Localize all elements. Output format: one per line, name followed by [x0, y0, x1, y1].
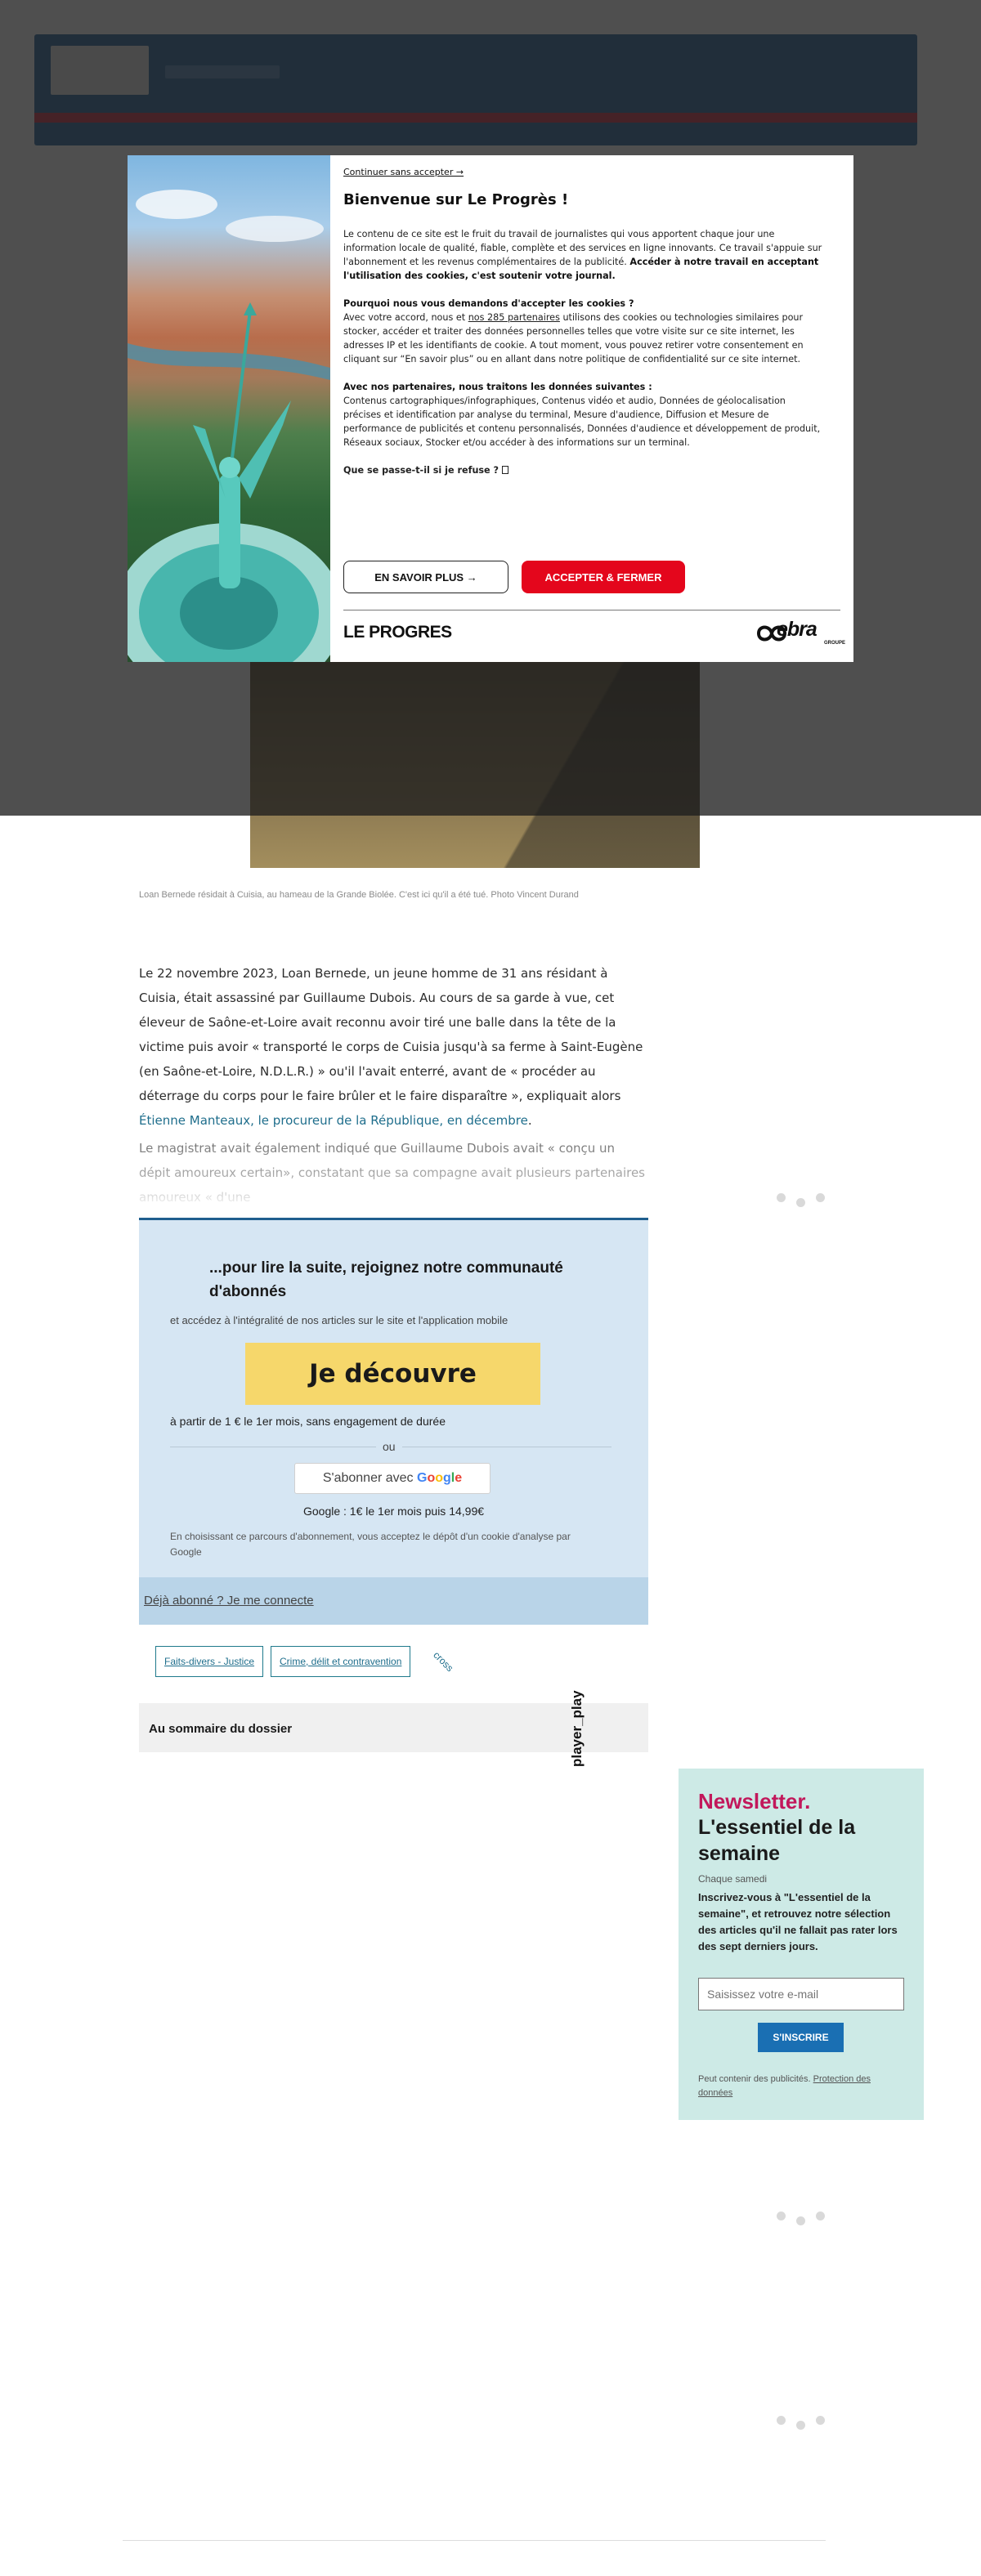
newsletter-legal-text: Peut contenir des publicités. — [698, 2074, 811, 2084]
accept-and-close-button[interactable]: ACCEPTER & FERMER — [522, 561, 685, 593]
newsletter-widget — [679, 1769, 924, 2120]
subscribe-with-google-button[interactable] — [294, 1463, 490, 1494]
consent-text — [343, 227, 824, 491]
le-progres-logo — [343, 623, 452, 642]
consent-data — [343, 380, 824, 449]
newsletter-legal — [698, 2073, 907, 2100]
newsletter-headline: L'essentiel de la semaine — [698, 1816, 856, 1865]
consent-why-text-2: utilisons des cookies ou technologies similaires pour stocker, accéder et traiter des données personnelles telles que votre visite sur ce site internet, les adresses IP et les identifiants de cookie. A tout moment, vous pouvez retirer votre consentement en cliquant sur “En savoir plus” ou en allant dans notre politique de confidentialité sur ce site internet. — [343, 312, 804, 364]
newsletter-frequency: Chaque samedi — [698, 1873, 768, 1885]
paywall-title: ...pour lire la suite, rejoignez notre communauté d'abonnés — [209, 1259, 563, 1300]
google-note: En choisissant ce parcours d'abonnement, vous acceptez le dépôt d'un cookie d'analyse par Google — [170, 1531, 571, 1558]
google-logo-icon: Google — [416, 1471, 463, 1485]
consent-why-title: Pourquoi nous vous demandons d'accepter les cookies ? — [343, 298, 634, 309]
external-link-icon — [502, 466, 508, 474]
login-link[interactable]: Déjà abonné ? Je me connecte — [144, 1594, 314, 1608]
newsletter-title: Newsletter. — [698, 1789, 811, 1813]
tag-faits-divers[interactable]: Faits-divers - Justice — [155, 1646, 263, 1677]
article-body — [139, 961, 650, 1133]
article-teaser: Le magistrat avait également indiqué que Guillaume Dubois avait « conçu un dépit amoureux certain», constatant que sa compagne avait plusieurs partenaires amoureux « d'une — [139, 1136, 650, 1205]
ad-loader-icon — [777, 1193, 834, 1210]
photo-caption: Loan Bernede résidait à Cuisia, au hameau de la Grande Biolée. C'est ici qu'il a été tué. Photo Vincent Durand — [139, 890, 579, 900]
tag-crime[interactable]: Crime, délit et contravention — [271, 1646, 410, 1677]
dossier-summary-title: Au sommaire du dossier — [149, 1722, 293, 1736]
consent-why — [343, 297, 824, 366]
article-paragraph — [139, 961, 650, 1133]
google-price: Google : 1€ le 1er mois puis 14,99€ — [302, 1505, 485, 1518]
consent-intro-text: Le contenu de ce site est le fruit du travail de journalistes qui vous apportent chaque jour une information locale de qualité, fiable, complète et des services en ligne innovants. Ce travail s'appuie sur l'abonnement et les revenus complémentaires de la publicité. — [343, 229, 822, 267]
article-teaser-fade — [139, 1136, 650, 1205]
partners-link[interactable]: nos 285 partenaires — [468, 312, 560, 323]
consent-modal — [128, 155, 853, 662]
article-paragraph-text: Le 22 novembre 2023, Loan Bernede, un jeune homme de 31 ans résidant à Cuisia, était assassiné par Guillaume Dubois. Au cours de sa garde à vue, cet éleveur de Saône-et-Loire avait reconnu avoir tiré une balle dans la tête de la victime puis avoir « transporté le corps de Cuisia jusqu'à sa ferme à Saint-Eugène (en Saône-et-Loire, N.D.L.R.) » ou'il l'avait enterré, avant de « procéder au déterrage du corps pour le faire brûler et le faire disparaître », expliquait alors — [139, 966, 643, 1103]
newsletter-email-input[interactable] — [698, 1978, 904, 2010]
consent-title: Bienvenue sur Le Progrès ! — [343, 191, 569, 208]
prosecutor-link[interactable]: Étienne Manteaux, le procureur de la République, en décembre — [139, 1113, 528, 1128]
paywall-subtitle: et accédez à l'intégralité de nos articles sur le site et l'application mobile — [170, 1314, 508, 1326]
paywall — [139, 1218, 648, 1577]
ad-loader-icon — [777, 2212, 834, 2228]
newsletter-subscribe-button[interactable]: S'INSCRIRE — [758, 2023, 844, 2052]
consent-illustration — [128, 155, 330, 662]
tag-cross-icon[interactable]: cross — [431, 1648, 456, 1675]
consent-why-text-1: Avec votre accord, nous et — [343, 312, 466, 323]
ebra-wordmark: ebra — [777, 618, 817, 641]
page-divider — [123, 2540, 826, 2541]
data-protection-link[interactable]: Protection des données — [698, 2074, 871, 2098]
google-button-label: S'abonner avec — [322, 1471, 414, 1485]
brand-name: LE PROGRES — [343, 623, 452, 642]
consent-data-text: Contenus cartographiques/infographiques, Contenus vidéo et audio, Données de géolocalisation précises et identification par analyse du terminal, Mesure d'audience, Diffusion et Mesure de performance de publicités et contenu personnalisés, Données d'audience et développement de produit, Réseaux sociaux, Stocker et/ou accéder à des informations sur un terminal. — [343, 396, 821, 448]
ebra-group-logo — [755, 618, 846, 647]
refuse-question[interactable] — [343, 463, 824, 477]
paywall-price: à partir de 1 € le 1er mois, sans engagement de durée — [170, 1415, 446, 1428]
continue-without-accepting-link[interactable]: Continuer sans accepter → — [343, 167, 464, 177]
newsletter-description: Inscrivez-vous à "L'essentiel de la semaine", et retrouvez notre sélection des articles qu'il ne fallait pas rater lors des sept derniers jours. — [698, 1891, 898, 1952]
consent-intro — [343, 227, 824, 283]
learn-more-button[interactable]: EN SAVOIR PLUS → — [343, 561, 508, 593]
or-label: ou — [376, 1440, 402, 1453]
consent-intro-bold: Accéder à notre travail en acceptant l'utilisation des cookies, c'est soutenir votre journal. — [343, 257, 819, 281]
refuse-question-label: Que se passe-t-il si je refuse ? — [343, 465, 499, 476]
ad-loader-icon — [777, 2416, 834, 2432]
player-play-icon[interactable]: player_play — [569, 1690, 585, 1767]
discover-button[interactable]: Je découvre — [245, 1343, 540, 1405]
article-paragraph-end: . — [527, 1113, 532, 1128]
ebra-groupe-label: GROUPE — [824, 641, 846, 646]
login-bar — [139, 1577, 648, 1625]
consent-data-title: Avec nos partenaires, nous traitons les données suivantes : — [343, 382, 652, 392]
